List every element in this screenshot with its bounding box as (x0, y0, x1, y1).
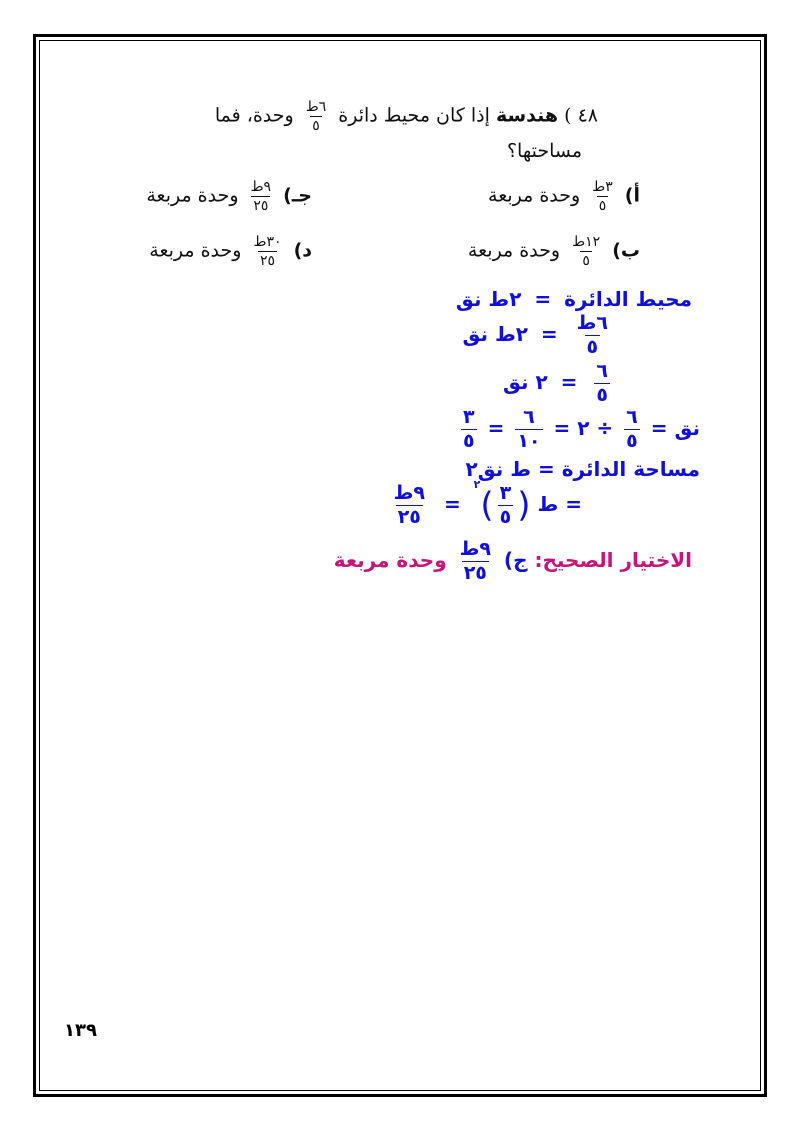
page-number: ١٣٩ (64, 1020, 97, 1041)
answer-choice: ج) (503, 548, 528, 572)
solution-line-5: مساحة الدائرة = ط نق٢ (465, 457, 700, 481)
answer-label: الاختيار الصحيح: (534, 548, 692, 572)
option-d: د) $\frac{\text{٣٠ط}}{٢٥}$ وحدة مربعة (149, 234, 312, 269)
question-topic: هندسة (495, 104, 559, 127)
solution-line-3: $\frac{٦}{٥}$ = ٢ نق (502, 360, 608, 406)
correct-answer (334, 540, 692, 583)
solution-line-2: $\frac{\text{٦ط}}{٥}$ = ٢ط نق (462, 312, 608, 358)
question-fraction: $\frac{\text{٦ط}}{٥}$ (305, 99, 327, 134)
option-c: جـ) $\frac{\text{٩ط}}{٢٥}$ وحدة مربعة (146, 179, 312, 214)
question-text-after: وحدة، فما (214, 104, 294, 127)
solution-line-1: محيط الدائرة = ٢ط نق (455, 287, 692, 311)
question-number: ٤٨ (577, 104, 598, 127)
question-text-before: إذا كان محيط دائرة (338, 104, 490, 127)
question-line-1: ٤٨ ) هندسة إذا كان محيط دائرة $\frac{\text{٦ط}}{٥}$ وحدة، فما (214, 99, 598, 134)
option-a: أ) $\frac{\text{٣ط}}{٥}$ وحدة مربعة (488, 179, 640, 214)
solution-line-4: نق = $\frac{٦}{٥}$ ÷ ٢ = $\frac{٦}{١٠}$ = $\frac{٣}{٥}$ (463, 406, 700, 452)
answer-unit: وحدة مربعة (333, 548, 447, 572)
option-b: ب) $\frac{\text{١٢ط}}{٥}$ وحدة مربعة (467, 234, 640, 269)
question-line-2: مساحتها؟ (506, 140, 582, 162)
answer-fraction: $\frac{\text{٩ط}}{٢٥}$ (459, 538, 491, 584)
solution-line-6: = ط ( $\frac{٣}{٥}$ )$^٢$ = $\frac{\text{٩ط}}{٢٥}$ (393, 478, 582, 528)
